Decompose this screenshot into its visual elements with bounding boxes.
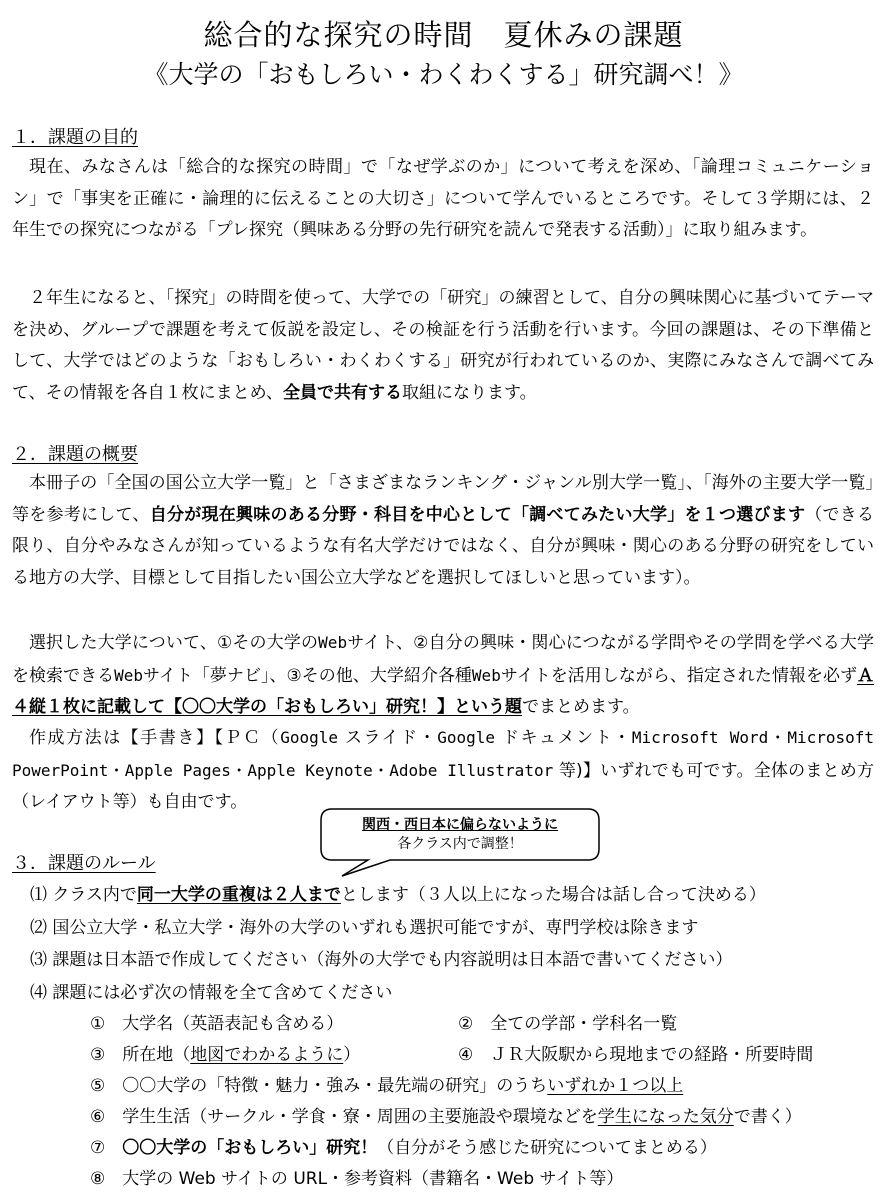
required-item-8: ⑧ 大学の Web サイトの URL・参考資料（書籍名・Web サイト等） (90, 1169, 624, 1189)
section-1-heading: １．課題の目的 (12, 127, 138, 148)
section-1-paragraph-1: 現在、みなさんは「総合的な探究の時間」で「なぜ学ぶのか」について考えを深め、「論理コミュニケーション」で「事実を正確に・論理的に伝えることの大切さ」について学んでいるところです。そして３学期には、２年生での探究につながる「プレ探究（興味ある分野の先行研究を読んで発表する活動）」に取り組みます。 (12, 157, 874, 240)
emphasis-choose-university: 自分が現在興味のある分野・科目を中心として「調べてみたい大学」を１つ選びます (149, 504, 806, 525)
required-item-4: ④ ＪＲ大阪駅から現地までの経路・所要時間 (458, 1045, 814, 1065)
required-item-7: ⑦ 〇〇大学の「おもしろい」研究！（自分がそう感じた研究についてまとめる） (90, 1138, 717, 1158)
required-item-6: ⑥ 学生生活（サークル・学食・寮・周囲の主要施設や環境などを学生になった気分で書く） (90, 1107, 802, 1127)
rule-3: ⑶ 課題は日本語で作成してください（海外の大学でも内容説明は日本語で書いてください） (30, 950, 733, 970)
required-item-3: ③ 所在地（地図でわかるように） (90, 1045, 361, 1065)
callout-line-2: 各クラス内で調整！ (397, 836, 523, 852)
rule-2: ⑵ 国公立大学・私立大学・海外の大学のいずれも選択可能ですが、専門学校は除きます (30, 918, 699, 938)
rule-1: ⑴ クラス内で同一大学の重複は２人までとします（３人以上になった場合は話し合って決める） (30, 885, 766, 905)
rule-4: ⑷ 課題には必ず次の情報を全て含めてください (30, 983, 393, 1003)
section-2-paragraph-3: 作成方法は【手書き】【ＰＣ（Google スライド・Google ドキュメント・Microsoft Word・Microsoft PowerPoint・Apple Pages・Apple Keynote・Adobe Illustrator 等)】いずれでも可です。全体のまとめ方（レイアウト等）も自由です。 (12, 728, 875, 812)
section-2-paragraph-1: 本冊子の「全国の国公立大学一覧」と「さまざまなランキング・ジャンル別大学一覧」、「海外の主要大学一覧」等を参考にして、自分が現在興味のある分野・科目を中心として「調べてみたい大学」を１つ選びます（できる限り、自分やみなさんが知っているような有名大学だけではなく、自分が興味・関心のある分野の研究をしている地方の大学、目標として目指したい国公立大学などを選択してほしいと思っています）。 (12, 473, 875, 588)
callout-line-1: 関西・西日本に偏らないように (362, 817, 558, 833)
required-item-5: ⑤ 〇〇大学の「特徴・魅力・強み・最先端の研究」のうちいずれか１つ以上 (90, 1076, 684, 1096)
section-3-heading: ３．課題のルール (12, 853, 156, 874)
page-title: 総合的な探究の時間 夏休みの課題 (203, 18, 684, 52)
section-2-heading: ２．課題の概要 (12, 444, 138, 465)
required-item-2: ② 全ての学部・学科名一覧 (458, 1014, 678, 1034)
callout-bubble (320, 808, 600, 860)
page-subtitle: 《大学の「おもしろい・わくわくする」研究調べ！》 (143, 60, 744, 89)
required-item-1: ① 大学名（英語表記も含める） (90, 1014, 344, 1034)
section-2-paragraph-2: 選択した大学について、①その大学のWebサイト、②自分の興味・関心につながる学問やその学問を学べる大学を検索できるWebサイト「夢ナビ」、③その他、大学紹介各種Webサイトを活用しながら、指定された情報を必ずＡ４縦１枚に記載して【〇〇大学の「おもしろい」研究！】という題でまとめます。 (12, 633, 875, 717)
emphasis-share: 全員で共有する (282, 382, 402, 403)
emphasis-a4-title: Ａ４縦１枚に記載して【〇〇大学の「おもしろい」研究！】という題 (12, 665, 875, 717)
section-1-paragraph-2: ２年生になると、「探究」の時間を使って、大学での「研究」の練習として、自分の興味関心に基づいてテーマを決め、グループで課題を考えて仮説を設定し、その検証を行う活動を行います。今回の課題は、その下準備として、大学ではどのような「おもしろい・わくわくする」研究が行われているのか、実際にみなさんで調べてみて、その情報を各自１枚にまとめ、全員で共有する取組になります。 (12, 288, 874, 403)
emphasis-max-two: 同一大学の重複は２人まで (136, 885, 341, 905)
